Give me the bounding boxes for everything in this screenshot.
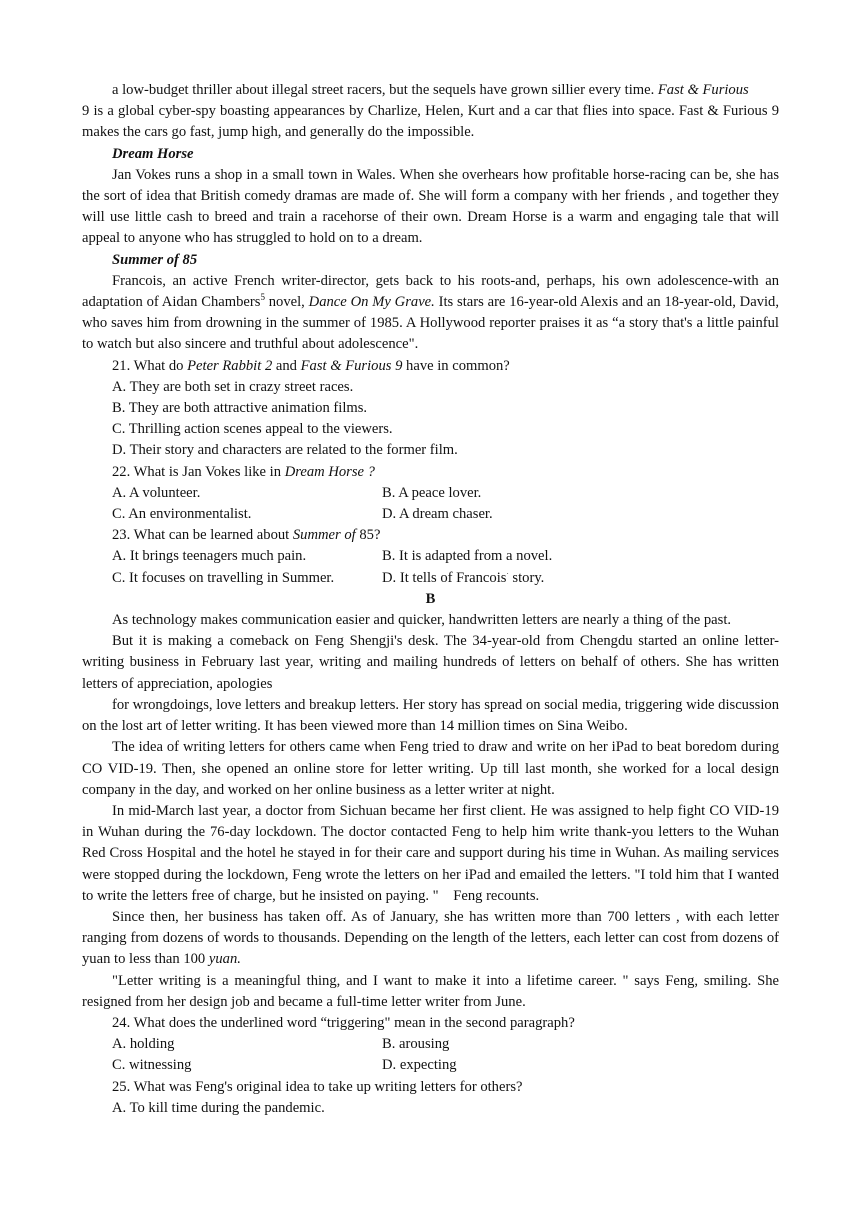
passage-b-paragraph-2: But it is making a comeback on Feng Shengji's desk. The 34-year-old from Chengdu started an online letter-writing business in February last year, writing and mailing hundreds of letters on behalf of others. She has written letters of appreciation, apologies [82, 633, 779, 692]
paragraph-text: Its stars are 16-year-old Alexis and an 18-year-old, David, who saves him from drowning in the summer of 1985. A Hollywood reporter praises it as “a story that's a little painful to watch but also sincere and truthful about adolescence". [82, 294, 779, 353]
q23-options-row-1 [82, 546, 779, 567]
film-title: Fast & Furious [657, 82, 749, 98]
question-22-stem [82, 462, 779, 483]
q24-option-c: C. witnessing [112, 1057, 192, 1074]
superscript-mark: 5 [260, 292, 265, 303]
apostrophe-dot: · [506, 569, 509, 578]
q22-option-a: A. A volunteer. [112, 484, 201, 501]
fast-furious-paragraph [82, 80, 779, 144]
film-title: Peter Rabbit 2 [187, 357, 273, 374]
passage-b-paragraph-3: for wrongdoings, love letters and breakup letters. Her story has spread on social media, triggering wide discussion on the lost art of letter writing. It has been viewed more than 14 million times on Sina Weibo. [82, 696, 779, 735]
currency-word: yuan. [208, 951, 241, 968]
passage-a-continued [82, 80, 779, 1119]
film-title: Fast & Furious 9 [300, 357, 403, 374]
question-25-stem: 25. What was Feng's original idea to take up writing letters for others? [112, 1078, 523, 1095]
stem-text: 22. What is Jan Vokes like in [112, 463, 285, 480]
passage-b-paragraph-1: As technology makes communication easier and quicker, handwritten letters are nearly a thing of the past. [112, 612, 732, 629]
stem-text: 21. What do [112, 357, 188, 374]
q24-options-row-2 [82, 1055, 779, 1076]
question-24-stem: 24. What does the underlined word “triggering" mean in the second paragraph? [112, 1014, 575, 1031]
passage-b-paragraph-5: In mid-March last year, a doctor from Sichuan became her first client. He was assigned to help fight CO VID-19 in Wuhan during the 76-day lockdown. The doctor contacted Feng to help him write thank-you letters to the Wuhan Red Cross Hospital and the hotel he stayed in for their care and support during his time in Wuhan. As mailing services were stopped during the lockdown, Feng wrote the letters on her iPad and emailed the letters. "I told him that I wanted to write the letters free of charge, but he insisted on paying. " Feng recounts. [82, 802, 779, 904]
q21-option-a: A. They are both set in crazy street races. [112, 378, 354, 395]
dream-horse-heading: Dream Horse [112, 145, 194, 162]
q24-option-a: A. holding [112, 1036, 175, 1053]
passage-b-paragraph-4: The idea of writing letters for others came when Feng tried to draw and write on her iPad to beat boredom during CO VID-19. Then, she opened an online store for letter writing. Up till last month, she worked for a local design company in the day, and worked on her online business as a letter writer at night. [82, 739, 779, 798]
summer-85-heading: Summer of 85 [112, 251, 198, 268]
paragraph-text: novel, [264, 294, 309, 311]
novel-title: Dance On My Grave. [308, 294, 435, 311]
q22-options-row-2 [82, 504, 779, 525]
stem-text: 23. What can be learned about [112, 527, 293, 544]
q24-options-row-1 [82, 1034, 779, 1055]
dream-horse-paragraph: Jan Vokes runs a shop in a small town in Wales. When she overhears how profitable horse-racing can be, she has the sort of idea that British comedy dramas are made of. She will form a company with her friends , and together they will use little cash to breed and train a racehorse of their own. Dream Horse is a warm and engaging tale that will appeal to anyone who has struggled to hold on to a dream. [82, 166, 779, 247]
paragraph-text: a low-budget thriller about illegal street racers, but the sequels have grown sillier every time. [112, 82, 655, 98]
stem-text: and [272, 357, 301, 374]
passage-b-paragraph-6 [82, 907, 779, 971]
q25-option-a: A. To kill time during the pandemic. [112, 1099, 325, 1116]
summer-85-paragraph [82, 271, 779, 356]
q24-option-d: D. expecting [382, 1057, 457, 1074]
q23-option-a: A. It brings teenagers much pain. [112, 548, 307, 565]
q24-option-b: B. arousing [382, 1036, 450, 1053]
q21-option-c: C. Thrilling action scenes appeal to the viewers. [112, 421, 393, 438]
option-text: D. It tells of Francois [382, 569, 507, 586]
film-title: Dream Horse ? [284, 463, 375, 480]
q22-option-d: D. A dream chaser. [382, 506, 493, 523]
question-23-stem [82, 525, 779, 546]
stem-text: have in common? [402, 357, 510, 374]
q22-option-c: C. An environmentalist. [112, 506, 252, 523]
option-text: story. [508, 569, 545, 586]
section-b-label: B [425, 590, 436, 607]
q22-options-row-1 [82, 483, 779, 504]
paragraph-text: Francois, an active French writer-director, gets back to his roots-and, perhaps, his own adolescence-with an adaptation of Aidan Chambers [82, 272, 779, 311]
passage-b-paragraph-7: "Letter writing is a meaningful thing, and I want to make it into a lifetime career. " says Feng, smiling. She resigned from her design job and became a full-time letter writer from June. [82, 972, 779, 1010]
q21-option-b: B. They are both attractive animation films. [112, 400, 368, 417]
paragraph-text: Since then, her business has taken off. As of January, she has written more than 700 letters , with each letter ranging from dozens of words to thousands. Depending on the length of the letters, each letter can cost from dozens of yuan to less than 100 [82, 908, 779, 968]
paragraph-text: 9 is a global cyber-spy boasting appearances by Charlize, Helen, Kurt and a car that flies into space. Fast & Furious 9 makes the cars go fast, jump high, and generally do the impossible. [82, 103, 779, 141]
q22-option-b: B. A peace lover. [382, 484, 482, 501]
q21-option-d: D. Their story and characters are related to the former film. [112, 442, 458, 459]
q23-option-b: B. It is adapted from a novel. [382, 548, 553, 565]
q23-option-d [382, 568, 544, 589]
q23-option-c: C. It focuses on travelling in Summer. [112, 569, 335, 586]
stem-text: 85? [359, 527, 381, 544]
q23-options-row-2 [82, 568, 779, 589]
question-21-stem [82, 356, 779, 377]
film-title: Summer of [292, 527, 360, 544]
